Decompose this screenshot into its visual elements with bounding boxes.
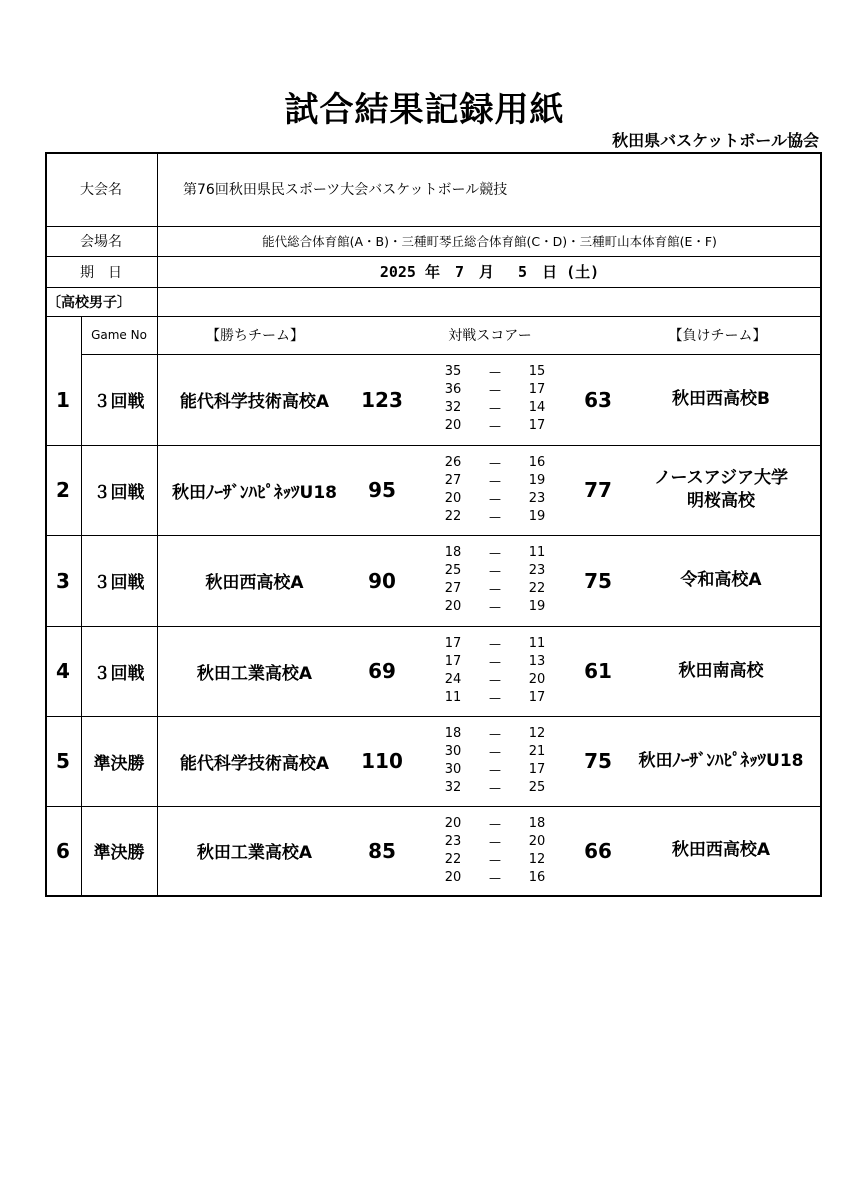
quarter-winner-points: 18: [444, 545, 462, 560]
game-round: 準決勝: [93, 753, 145, 774]
quarter-loser-points: 22: [528, 581, 546, 596]
quarter-winner-points: 17: [444, 654, 462, 669]
quarter-row: [438, 635, 552, 653]
quarter-loser-points: 21: [528, 744, 546, 759]
quarter-winner-points: 22: [444, 852, 462, 867]
quarter-loser-points: 12: [528, 852, 546, 867]
loser-team-name-line2: 明桜高校: [687, 491, 755, 511]
outer-border-bottom: [45, 895, 822, 897]
quarter-winner-points: 23: [444, 834, 462, 849]
organization-name: 秋田県バスケットボール協会: [612, 131, 819, 150]
quarter-loser-points: 16: [528, 870, 546, 885]
quarter-loser-points: 13: [528, 654, 546, 669]
quarter-row: [438, 779, 552, 797]
loser-team: [623, 354, 819, 445]
quarter-row: [438, 653, 552, 671]
venue-name: 能代総合体育館(A・B)・三種町琴丘総合体育館(C・D)・三種町山本体育館(E・F): [262, 234, 717, 249]
loser-header: 【負けチーム】: [668, 328, 767, 344]
quarter-separator: —: [489, 510, 501, 524]
quarter-winner-points: 32: [444, 400, 462, 415]
quarter-winner-points: 30: [444, 762, 462, 777]
quarter-winner-points: 30: [444, 744, 462, 759]
quarter-loser-points: 11: [528, 636, 546, 651]
quarter-winner-points: 20: [444, 599, 462, 614]
quarter-row: [438, 580, 552, 598]
winner-score: 123: [361, 387, 403, 412]
quarter-loser-points: 19: [528, 473, 546, 488]
game-round: ３回戦: [93, 392, 145, 412]
game-round: ３回戦: [93, 663, 145, 684]
page-title: 試合結果記録用紙: [284, 90, 565, 130]
game-number: 5: [56, 749, 70, 773]
quarter-loser-points: 20: [528, 834, 546, 849]
game-round: ３回戦: [93, 482, 145, 503]
quarter-winner-points: 35: [444, 364, 462, 379]
loser-team: [623, 445, 819, 535]
quarter-separator: —: [489, 673, 501, 687]
quarter-separator: —: [489, 492, 501, 506]
quarter-loser-points: 17: [528, 418, 546, 433]
quarter-row: [438, 399, 552, 417]
winner-team: 秋田工業高校A: [196, 843, 313, 863]
quarter-scores: [438, 544, 552, 616]
tournament-label: 大会名: [80, 182, 122, 198]
quarter-separator: —: [489, 781, 501, 795]
quarter-winner-points: 20: [444, 870, 462, 885]
quarter-loser-points: 20: [528, 672, 546, 687]
quarter-row: [438, 815, 552, 833]
quarter-scores: [438, 635, 552, 707]
quarter-loser-points: 16: [528, 455, 546, 470]
quarter-loser-points: 17: [528, 382, 546, 397]
score-header: 対戦スコアー: [448, 328, 532, 344]
quarter-winner-points: 22: [444, 509, 462, 524]
quarter-row: [438, 671, 552, 689]
date-label: 期 日: [80, 264, 122, 281]
quarter-row: [438, 598, 552, 616]
quarter-separator: —: [489, 763, 501, 777]
quarter-scores: [438, 725, 552, 797]
quarter-scores: [438, 454, 552, 526]
quarter-separator: —: [489, 582, 501, 596]
loser-team: [623, 535, 819, 626]
quarter-separator: —: [489, 655, 501, 669]
quarter-row: [438, 761, 552, 779]
winner-score: 69: [368, 659, 396, 683]
quarter-loser-points: 25: [528, 780, 546, 795]
loser-score: 77: [584, 478, 612, 502]
winner-header: 【勝ちチーム】: [206, 328, 304, 344]
quarter-row: [438, 833, 552, 851]
quarter-row: [438, 490, 552, 508]
loser-team: [623, 806, 819, 895]
quarter-separator: —: [489, 564, 501, 578]
game-round: ３回戦: [93, 573, 145, 593]
quarter-loser-points: 23: [528, 491, 546, 506]
quarter-separator: —: [489, 365, 501, 379]
quarter-row: [438, 472, 552, 490]
quarter-separator: —: [489, 745, 501, 759]
quarter-row: [438, 544, 552, 562]
game-number: 3: [56, 568, 70, 593]
quarter-separator: —: [489, 419, 501, 433]
quarter-separator: —: [489, 456, 501, 470]
quarter-scores: [438, 363, 552, 435]
winner-score: 90: [368, 568, 396, 593]
quarter-separator: —: [489, 383, 501, 397]
quarter-separator: —: [489, 691, 501, 705]
quarter-winner-points: 11: [444, 690, 462, 705]
quarter-separator: —: [489, 835, 501, 849]
quarter-winner-points: 20: [444, 418, 462, 433]
category-label: 〔高校男子〕: [47, 294, 131, 311]
quarter-scores: [438, 815, 552, 887]
loser-team-name: 秋田南高校: [678, 660, 764, 681]
quarter-loser-points: 17: [528, 690, 546, 705]
loser-team: [623, 626, 819, 716]
quarter-row: [438, 381, 552, 399]
date-value: 2025 年 7 月 5 日 (土): [379, 263, 600, 281]
quarter-row: [438, 725, 552, 743]
quarter-winner-points: 24: [444, 672, 462, 687]
game-number: 1: [56, 387, 70, 412]
quarter-row: [438, 562, 552, 580]
quarter-separator: —: [489, 546, 501, 560]
quarter-row: [438, 417, 552, 435]
winner-score: 95: [368, 478, 396, 502]
winner-team: 能代科学技術高校A: [179, 753, 330, 774]
quarter-row: [438, 454, 552, 472]
quarter-separator: —: [489, 871, 501, 885]
quarter-winner-points: 20: [444, 816, 462, 831]
loser-team: [623, 716, 819, 806]
quarter-loser-points: 14: [528, 400, 546, 415]
game-number: 2: [56, 478, 70, 502]
game-no-header: Game No: [91, 328, 147, 342]
quarter-row: [438, 851, 552, 869]
quarter-separator: —: [489, 600, 501, 614]
loser-score: 66: [584, 838, 612, 863]
winner-score: 110: [361, 749, 403, 773]
tournament-name: 第76回秋田県民スポーツ大会バスケットボール競技: [183, 182, 508, 198]
winner-team: 秋田工業高校A: [196, 663, 313, 684]
game-round: 準決勝: [93, 843, 145, 863]
quarter-winner-points: 20: [444, 491, 462, 506]
quarter-winner-points: 25: [444, 563, 462, 578]
quarter-separator: —: [489, 474, 501, 488]
quarter-row: [438, 743, 552, 761]
quarter-separator: —: [489, 637, 501, 651]
row-divider: [45, 287, 822, 288]
game-number: 6: [56, 838, 70, 863]
quarter-row: [438, 363, 552, 381]
quarter-loser-points: 18: [528, 816, 546, 831]
quarter-winner-points: 36: [444, 382, 462, 397]
quarter-loser-points: 19: [528, 509, 546, 524]
quarter-winner-points: 27: [444, 473, 462, 488]
quarter-loser-points: 12: [528, 726, 546, 741]
loser-score: 63: [584, 387, 612, 412]
quarter-row: [438, 869, 552, 887]
quarter-loser-points: 11: [528, 545, 546, 560]
quarter-row: [438, 689, 552, 707]
winner-team: 秋田ﾉｰｻﾞﾝﾊﾋﾟﾈｯﾂU18: [172, 482, 337, 503]
result-sheet: [45, 152, 822, 897]
quarter-separator: —: [489, 401, 501, 415]
quarter-loser-points: 17: [528, 762, 546, 777]
quarter-separator: —: [489, 727, 501, 741]
winner-team: 能代科学技術高校A: [179, 392, 330, 412]
loser-team-name: 令和高校A: [680, 570, 762, 590]
loser-score: 75: [584, 749, 612, 773]
quarter-winner-points: 26: [444, 455, 462, 470]
quarter-row: [438, 508, 552, 526]
game-number: 4: [56, 659, 70, 683]
loser-score: 61: [584, 659, 612, 683]
loser-team-name: 秋田西高校A: [671, 840, 771, 860]
loser-score: 75: [584, 568, 612, 593]
quarter-winner-points: 27: [444, 581, 462, 596]
quarter-separator: —: [489, 853, 501, 867]
quarter-separator: —: [489, 817, 501, 831]
quarter-winner-points: 18: [444, 726, 462, 741]
quarter-winner-points: 17: [444, 636, 462, 651]
winner-score: 85: [368, 838, 396, 863]
quarter-loser-points: 23: [528, 563, 546, 578]
quarter-winner-points: 32: [444, 780, 462, 795]
quarter-loser-points: 15: [528, 364, 546, 379]
venue-label: 会場名: [80, 234, 122, 250]
winner-team: 秋田西高校A: [205, 573, 304, 593]
quarter-loser-points: 19: [528, 599, 546, 614]
loser-team-name: ノースアジア大学: [654, 468, 788, 488]
loser-team-name: 秋田西高校B: [672, 389, 770, 409]
loser-team-name: 秋田ﾉｰｻﾞﾝﾊﾋﾟﾈｯﾂU18: [638, 750, 804, 771]
